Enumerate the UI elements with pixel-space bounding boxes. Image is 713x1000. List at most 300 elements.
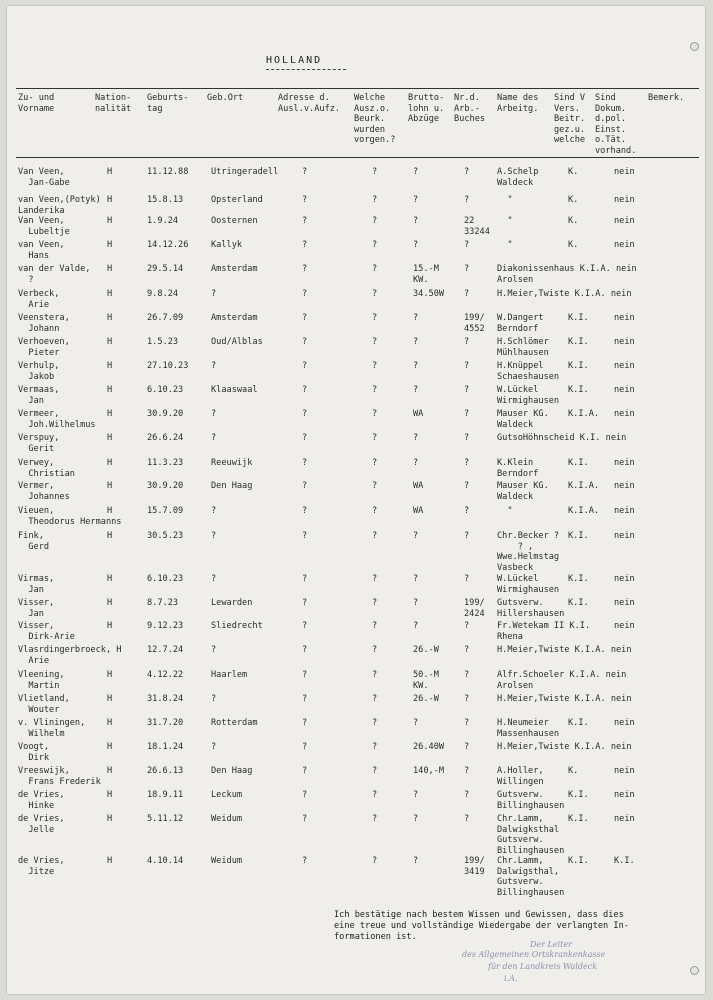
row-14-addr: ? xyxy=(302,481,308,491)
row-23-birth: 31.7.20 xyxy=(147,718,184,728)
row-12-addr: ? xyxy=(302,433,308,443)
row-15-addr: ? xyxy=(302,506,308,516)
row-9-birth: 27.10.23 xyxy=(147,361,189,371)
row-25-nat: H xyxy=(107,766,113,776)
header-nationality: Nation- nalität xyxy=(95,93,132,114)
header-top-rule xyxy=(16,88,699,89)
row-5-place: Amsterdam xyxy=(211,264,258,274)
row-17-name: Virmas, Jan xyxy=(18,574,55,595)
row-21-rec: ? xyxy=(372,670,378,680)
row-19-gross: ? xyxy=(413,621,419,631)
row-2-emp: " xyxy=(497,195,513,205)
row-3-name: Van Veen, Lubeltje xyxy=(18,216,70,237)
row-1-rec: ? xyxy=(372,167,378,177)
row-9-rec: ? xyxy=(372,361,378,371)
row-10-place: Klaaswaal xyxy=(211,385,258,395)
row-22-emp: H.Meier,Twiste K.I.A. nein xyxy=(497,694,632,704)
row-15-gross: WA xyxy=(413,506,424,516)
row-5-emp: Diakonissenhaus K.I.A. nein Arolsen xyxy=(497,264,637,285)
header-birthplace: Geb.Ort xyxy=(207,93,244,103)
row-25-gross: 140,-M xyxy=(413,766,445,776)
row-14-rec: ? xyxy=(372,481,378,491)
row-21-nr: ? xyxy=(464,670,470,680)
row-2-name: van Veen,(Potyk) Landerika xyxy=(18,195,101,216)
row-14-name: Vermer, Johannes xyxy=(18,481,70,502)
row-2-nat: H xyxy=(107,195,113,205)
row-18-name: Visser, Jan xyxy=(18,598,55,619)
row-26-birth: 18.9.11 xyxy=(147,790,184,800)
header-contrib: Sind V Vers. Beitr. gez.u. welche xyxy=(554,93,586,145)
row-27-rec: ? xyxy=(372,814,378,824)
row-26-gross: ? xyxy=(413,790,419,800)
row-1-nat: H xyxy=(107,167,113,177)
row-20-nr: ? xyxy=(464,645,470,655)
row-15-birth: 15.7.09 xyxy=(147,506,184,516)
row-6-emp: H.Meier,Twiste K.I.A. nein xyxy=(497,289,632,299)
row-7-docs: nein xyxy=(614,313,635,323)
row-11-docs: nein xyxy=(614,409,635,419)
row-13-con: K.I. xyxy=(568,458,589,468)
header-nr: Nr.d. Arb.- Buches xyxy=(454,93,486,124)
row-14-gross: WA xyxy=(413,481,424,491)
row-7-con: K.I. xyxy=(568,313,589,323)
row-18-con: K.I. xyxy=(568,598,589,608)
row-9-name: Verhulp, Jakob xyxy=(18,361,60,382)
row-18-rec: ? xyxy=(372,598,378,608)
row-8-emp: H.Schlömer Mühlhausen xyxy=(497,337,549,358)
row-23-docs: nein xyxy=(614,718,635,728)
row-4-rec: ? xyxy=(372,240,378,250)
row-2-place: Opsterland xyxy=(211,195,263,205)
row-14-place: Den Haag xyxy=(211,481,253,491)
row-4-name: van Veen, Hans xyxy=(18,240,65,261)
row-9-con: K.I. xyxy=(568,361,589,371)
row-11-gross: WA xyxy=(413,409,424,419)
row-15-emp: " xyxy=(497,506,513,516)
row-5-addr: ? xyxy=(302,264,308,274)
row-17-emp: W.Lückel Wirmighausen xyxy=(497,574,560,595)
row-15-con: K.I.A. xyxy=(568,506,600,516)
row-2-con: K. xyxy=(568,195,579,205)
row-17-con: K.I. xyxy=(568,574,589,584)
row-4-addr: ? xyxy=(302,240,308,250)
row-19-place: Sliedrecht xyxy=(211,621,263,631)
row-22-addr: ? xyxy=(302,694,308,704)
row-24-emp: H.Meier,Twiste K.I.A. nein xyxy=(497,742,632,752)
header-records: Welche Ausz.o. Beurk. wurden vorgen.? xyxy=(354,93,396,145)
row-10-name: Vermaas, Jan xyxy=(18,385,60,406)
row-14-birth: 30.9.20 xyxy=(147,481,184,491)
header-birthdate: Geburts- tag xyxy=(147,93,189,114)
row-15-docs: nein xyxy=(614,506,635,516)
row-6-name: Verbeck, Arie xyxy=(18,289,60,310)
row-21-name: Vleening, Martin xyxy=(18,670,65,691)
row-14-con: K.I.A. xyxy=(568,481,600,491)
row-5-rec: ? xyxy=(372,264,378,274)
row-16-place: ? xyxy=(211,531,217,541)
row-7-gross: ? xyxy=(413,313,419,323)
row-2-gross: ? xyxy=(413,195,419,205)
row-8-name: Verhoeven, Pieter xyxy=(18,337,70,358)
row-18-nr: 199/ 2424 xyxy=(464,598,485,619)
row-11-name: Vermeer, Joh.Wilhelmus xyxy=(18,409,96,430)
row-21-birth: 4.12.22 xyxy=(147,670,184,680)
row-3-nat: H xyxy=(107,216,113,226)
row-28-emp: Chr.Lamm, Dalwigsthal, Gutsverw. Billinghausen xyxy=(497,856,565,898)
row-11-place: ? xyxy=(211,409,217,419)
row-13-place: Reeuwijk xyxy=(211,458,253,468)
row-3-docs: nein xyxy=(614,216,635,226)
row-25-rec: ? xyxy=(372,766,378,776)
row-11-rec: ? xyxy=(372,409,378,419)
row-6-addr: ? xyxy=(302,289,308,299)
row-1-name: Van Veen, Jan-Gabe xyxy=(18,167,70,188)
row-11-nr: ? xyxy=(464,409,470,419)
row-20-addr: ? xyxy=(302,645,308,655)
row-24-rec: ? xyxy=(372,742,378,752)
row-26-addr: ? xyxy=(302,790,308,800)
row-19-name: Visser, Dirk-Arie xyxy=(18,621,75,642)
row-12-birth: 26.6.24 xyxy=(147,433,184,443)
row-21-gross: 50.-M KW. xyxy=(413,670,439,691)
row-10-emp: W.Lückel Wirmighausen xyxy=(497,385,560,406)
row-26-rec: ? xyxy=(372,790,378,800)
header-docs: Sind Dokum. d.pol. Einst. o.Tät. vorhand. xyxy=(595,93,637,156)
row-25-nr: ? xyxy=(464,766,470,776)
row-4-birth: 14.12.26 xyxy=(147,240,189,250)
row-13-nat: H xyxy=(107,458,113,468)
row-19-emp: Fr.Wetekam II K.I. Rhena xyxy=(497,621,591,642)
row-28-con: K.I. xyxy=(568,856,589,866)
row-23-emp: H.Neumeier Massenhausen xyxy=(497,718,560,739)
header-name: Zu- und Vorname xyxy=(18,93,55,114)
row-24-nat: H xyxy=(107,742,113,752)
row-8-docs: nein xyxy=(614,337,635,347)
row-8-nat: H xyxy=(107,337,113,347)
row-28-docs: K.I. xyxy=(614,856,635,866)
row-11-addr: ? xyxy=(302,409,308,419)
row-23-addr: ? xyxy=(302,718,308,728)
header-gross: Brutto- lohn u. Abzüge xyxy=(408,93,445,124)
row-11-nat: H xyxy=(107,409,113,419)
row-7-rec: ? xyxy=(372,313,378,323)
row-20-birth: 12.7.24 xyxy=(147,645,184,655)
title-underline xyxy=(266,69,346,70)
row-7-place: Amsterdam xyxy=(211,313,258,323)
row-12-name: Verspuy, Gerit xyxy=(18,433,60,454)
row-24-gross: 26.40W xyxy=(413,742,445,752)
row-6-birth: 9.8.24 xyxy=(147,289,179,299)
row-11-con: K.I.A. xyxy=(568,409,600,419)
row-25-name: Vreeswijk, Frans Frederik xyxy=(18,766,101,787)
row-22-nat: H xyxy=(107,694,113,704)
row-23-con: K.I. xyxy=(568,718,589,728)
row-10-nr: ? xyxy=(464,385,470,395)
row-22-gross: 26.-W xyxy=(413,694,439,704)
row-11-birth: 30.9.20 xyxy=(147,409,184,419)
row-17-nr: ? xyxy=(464,574,470,584)
row-12-nr: ? xyxy=(464,433,470,443)
row-18-place: Lewarden xyxy=(211,598,253,608)
row-21-place: Haarlem xyxy=(211,670,248,680)
row-27-nat: H xyxy=(107,814,113,824)
row-4-docs: nein xyxy=(614,240,635,250)
row-28-birth: 4.10.14 xyxy=(147,856,184,866)
row-14-nr: ? xyxy=(464,481,470,491)
row-28-addr: ? xyxy=(302,856,308,866)
row-12-place: ? xyxy=(211,433,217,443)
row-11-emp: Mauser KG. Waldeck xyxy=(497,409,549,430)
row-20-name: Vlasrdingerbroeck, H Arie xyxy=(18,645,122,666)
row-19-addr: ? xyxy=(302,621,308,631)
row-4-con: K. xyxy=(568,240,579,250)
row-4-emp: " xyxy=(497,240,513,250)
row-6-rec: ? xyxy=(372,289,378,299)
punch-hole xyxy=(690,966,699,975)
row-3-addr: ? xyxy=(302,216,308,226)
row-1-nr: ? xyxy=(464,167,470,177)
row-27-place: Weidum xyxy=(211,814,243,824)
row-25-con: K. xyxy=(568,766,579,776)
row-8-con: K.I. xyxy=(568,337,589,347)
row-16-gross: ? xyxy=(413,531,419,541)
row-15-place: ? xyxy=(211,506,217,516)
row-28-rec: ? xyxy=(372,856,378,866)
row-16-addr: ? xyxy=(302,531,308,541)
row-3-nr: 22 33244 xyxy=(464,216,490,237)
row-27-con: K.I. xyxy=(568,814,589,824)
row-7-emp: W.Dangert Berndorf xyxy=(497,313,544,334)
row-23-rec: ? xyxy=(372,718,378,728)
row-25-place: Den Haag xyxy=(211,766,253,776)
row-10-con: K.I. xyxy=(568,385,589,395)
row-4-gross: ? xyxy=(413,240,419,250)
row-5-nr: ? xyxy=(464,264,470,274)
row-7-birth: 26.7.09 xyxy=(147,313,184,323)
row-16-name: Fink, Gerd xyxy=(18,531,50,552)
row-8-gross: ? xyxy=(413,337,419,347)
row-23-place: Rotterdam xyxy=(211,718,258,728)
row-27-birth: 5.11.12 xyxy=(147,814,184,824)
row-5-nat: H xyxy=(107,264,113,274)
row-8-nr: ? xyxy=(464,337,470,347)
row-12-nat: H xyxy=(107,433,113,443)
row-22-place: ? xyxy=(211,694,217,704)
row-25-addr: ? xyxy=(302,766,308,776)
row-12-emp: GutsoHöhnscheid K.I. nein xyxy=(497,433,627,443)
row-17-gross: ? xyxy=(413,574,419,584)
row-15-nr: ? xyxy=(464,506,470,516)
row-9-nat: H xyxy=(107,361,113,371)
row-22-nr: ? xyxy=(464,694,470,704)
row-16-rec: ? xyxy=(372,531,378,541)
stamp-text-4: i.A. xyxy=(504,974,518,983)
row-25-emp: A.Holler, Willingen xyxy=(497,766,544,787)
row-9-gross: ? xyxy=(413,361,419,371)
header-bottom-rule xyxy=(16,157,699,158)
row-17-nat: H xyxy=(107,574,113,584)
row-3-con: K. xyxy=(568,216,579,226)
row-13-addr: ? xyxy=(302,458,308,468)
row-27-gross: ? xyxy=(413,814,419,824)
row-16-con: K.I. xyxy=(568,531,589,541)
row-14-nat: H xyxy=(107,481,113,491)
row-5-name: van der Valde, ? xyxy=(18,264,91,285)
row-26-nat: H xyxy=(107,790,113,800)
punch-hole xyxy=(690,42,699,51)
certification-text: Ich bestätige nach bestem Wissen und Gewissen, dass dies eine treue und vollständige Wiedergabe der verlangten In- formationen ist. xyxy=(334,910,629,942)
row-1-addr: ? xyxy=(302,167,308,177)
row-7-nat: H xyxy=(107,313,113,323)
row-9-docs: nein xyxy=(614,361,635,371)
page-title: HOLLAND xyxy=(266,55,323,66)
row-28-nat: H xyxy=(107,856,113,866)
row-10-birth: 6.10.23 xyxy=(147,385,184,395)
row-10-addr: ? xyxy=(302,385,308,395)
stamp-text-3: für den Landkreis Waldeck xyxy=(488,962,598,971)
row-16-docs: nein xyxy=(614,531,635,541)
row-15-nat: H xyxy=(107,506,113,516)
row-20-rec: ? xyxy=(372,645,378,655)
row-1-gross: ? xyxy=(413,167,419,177)
row-3-gross: ? xyxy=(413,216,419,226)
row-2-birth: 15.8.13 xyxy=(147,195,184,205)
row-18-addr: ? xyxy=(302,598,308,608)
row-24-birth: 18.1.24 xyxy=(147,742,184,752)
row-18-birth: 8.7.23 xyxy=(147,598,179,608)
row-10-nat: H xyxy=(107,385,113,395)
row-20-emp: H.Meier,Twiste K.I.A. nein xyxy=(497,645,632,655)
row-21-addr: ? xyxy=(302,670,308,680)
row-9-place: ? xyxy=(211,361,217,371)
row-16-nat: H xyxy=(107,531,113,541)
row-21-nat: H xyxy=(107,670,113,680)
row-22-rec: ? xyxy=(372,694,378,704)
row-2-nr: ? xyxy=(464,195,470,205)
row-27-docs: nein xyxy=(614,814,635,824)
stamp-text-2: des Allgemeinen Ortskrankenkasse xyxy=(462,950,606,959)
row-17-birth: 6.10.23 xyxy=(147,574,184,584)
row-7-nr: 199/ 4552 xyxy=(464,313,485,334)
row-26-emp: Gutsverw. Billinghausen xyxy=(497,790,565,811)
row-17-docs: nein xyxy=(614,574,635,584)
row-28-nr: 199/ 3419 xyxy=(464,856,485,877)
row-19-nr: ? xyxy=(464,621,470,631)
row-6-gross: 34.50W xyxy=(413,289,445,299)
row-3-emp: " xyxy=(497,216,513,226)
row-18-emp: Gutsverw. Hillershausen xyxy=(497,598,565,619)
row-10-gross: ? xyxy=(413,385,419,395)
row-26-name: de Vries, Hinke xyxy=(18,790,65,811)
row-7-addr: ? xyxy=(302,313,308,323)
row-14-docs: nein xyxy=(614,481,635,491)
row-9-emp: H.Knüppel Schaeshausen xyxy=(497,361,560,382)
row-26-docs: nein xyxy=(614,790,635,800)
row-5-gross: 15.-M KW. xyxy=(413,264,439,285)
row-19-nat: H xyxy=(107,621,113,631)
row-23-nat: H xyxy=(107,718,113,728)
row-13-birth: 11.3.23 xyxy=(147,458,184,468)
row-2-addr: ? xyxy=(302,195,308,205)
header-address: Adresse d. Ausl.v.Aufz. xyxy=(278,93,341,114)
row-22-name: Vlietland, Wouter xyxy=(18,694,70,715)
row-1-docs: nein xyxy=(614,167,635,177)
row-27-name: de Vries, Jelle xyxy=(18,814,65,835)
row-19-birth: 9.12.23 xyxy=(147,621,184,631)
row-23-gross: ? xyxy=(413,718,419,728)
row-13-name: Verwey, Christian xyxy=(18,458,75,479)
row-1-birth: 11.12.88 xyxy=(147,167,189,177)
row-23-name: v. Vliningen, Wilhelm xyxy=(18,718,86,739)
row-9-addr: ? xyxy=(302,361,308,371)
row-15-rec: ? xyxy=(372,506,378,516)
row-16-nr: ? xyxy=(464,531,470,541)
row-20-place: ? xyxy=(211,645,217,655)
row-4-place: Kallyk xyxy=(211,240,243,250)
row-12-rec: ? xyxy=(372,433,378,443)
row-4-nat: H xyxy=(107,240,113,250)
row-28-name: de Vries, Jitze xyxy=(18,856,65,877)
row-19-rec: ? xyxy=(372,621,378,631)
row-10-docs: nein xyxy=(614,385,635,395)
row-3-birth: 1.9.24 xyxy=(147,216,179,226)
row-22-birth: 31.8.24 xyxy=(147,694,184,704)
row-24-name: Voogt, Dirk xyxy=(18,742,50,763)
row-13-gross: ? xyxy=(413,458,419,468)
row-26-place: Leckum xyxy=(211,790,243,800)
row-3-place: Oosternen xyxy=(211,216,258,226)
row-24-addr: ? xyxy=(302,742,308,752)
row-6-nr: ? xyxy=(464,289,470,299)
row-17-place: ? xyxy=(211,574,217,584)
row-16-birth: 30.5.23 xyxy=(147,531,184,541)
row-2-docs: nein xyxy=(614,195,635,205)
row-13-emp: K.Klein Berndorf xyxy=(497,458,539,479)
row-3-rec: ? xyxy=(372,216,378,226)
row-17-addr: ? xyxy=(302,574,308,584)
row-24-place: ? xyxy=(211,742,217,752)
row-20-gross: 26.-W xyxy=(413,645,439,655)
row-26-nr: ? xyxy=(464,790,470,800)
row-25-birth: 26.6.13 xyxy=(147,766,184,776)
row-25-docs: nein xyxy=(614,766,635,776)
row-6-place: ? xyxy=(211,289,217,299)
row-2-rec: ? xyxy=(372,195,378,205)
row-4-nr: ? xyxy=(464,240,470,250)
row-1-con: K. xyxy=(568,167,579,177)
row-12-gross: ? xyxy=(413,433,419,443)
row-18-docs: nein xyxy=(614,598,635,608)
row-17-rec: ? xyxy=(372,574,378,584)
header-employer: Name des Arbeitg. xyxy=(497,93,539,114)
official-stamp xyxy=(452,940,627,990)
row-8-addr: ? xyxy=(302,337,308,347)
row-8-place: Oud/Alblas xyxy=(211,337,263,347)
row-19-docs: nein xyxy=(614,621,635,631)
row-5-birth: 29.5.14 xyxy=(147,264,184,274)
row-27-addr: ? xyxy=(302,814,308,824)
stamp-text-1: Der Leiter xyxy=(530,940,572,949)
row-8-birth: 1.5.23 xyxy=(147,337,179,347)
row-13-nr: ? xyxy=(464,458,470,468)
row-24-nr: ? xyxy=(464,742,470,752)
row-1-emp: A.Schelp Waldeck xyxy=(497,167,539,188)
row-21-emp: Alfr.Schoeler K.I.A. nein Arolsen xyxy=(497,670,627,691)
row-8-rec: ? xyxy=(372,337,378,347)
row-9-nr: ? xyxy=(464,361,470,371)
row-18-nat: H xyxy=(107,598,113,608)
row-14-emp: Mauser KG. Waldeck xyxy=(497,481,549,502)
